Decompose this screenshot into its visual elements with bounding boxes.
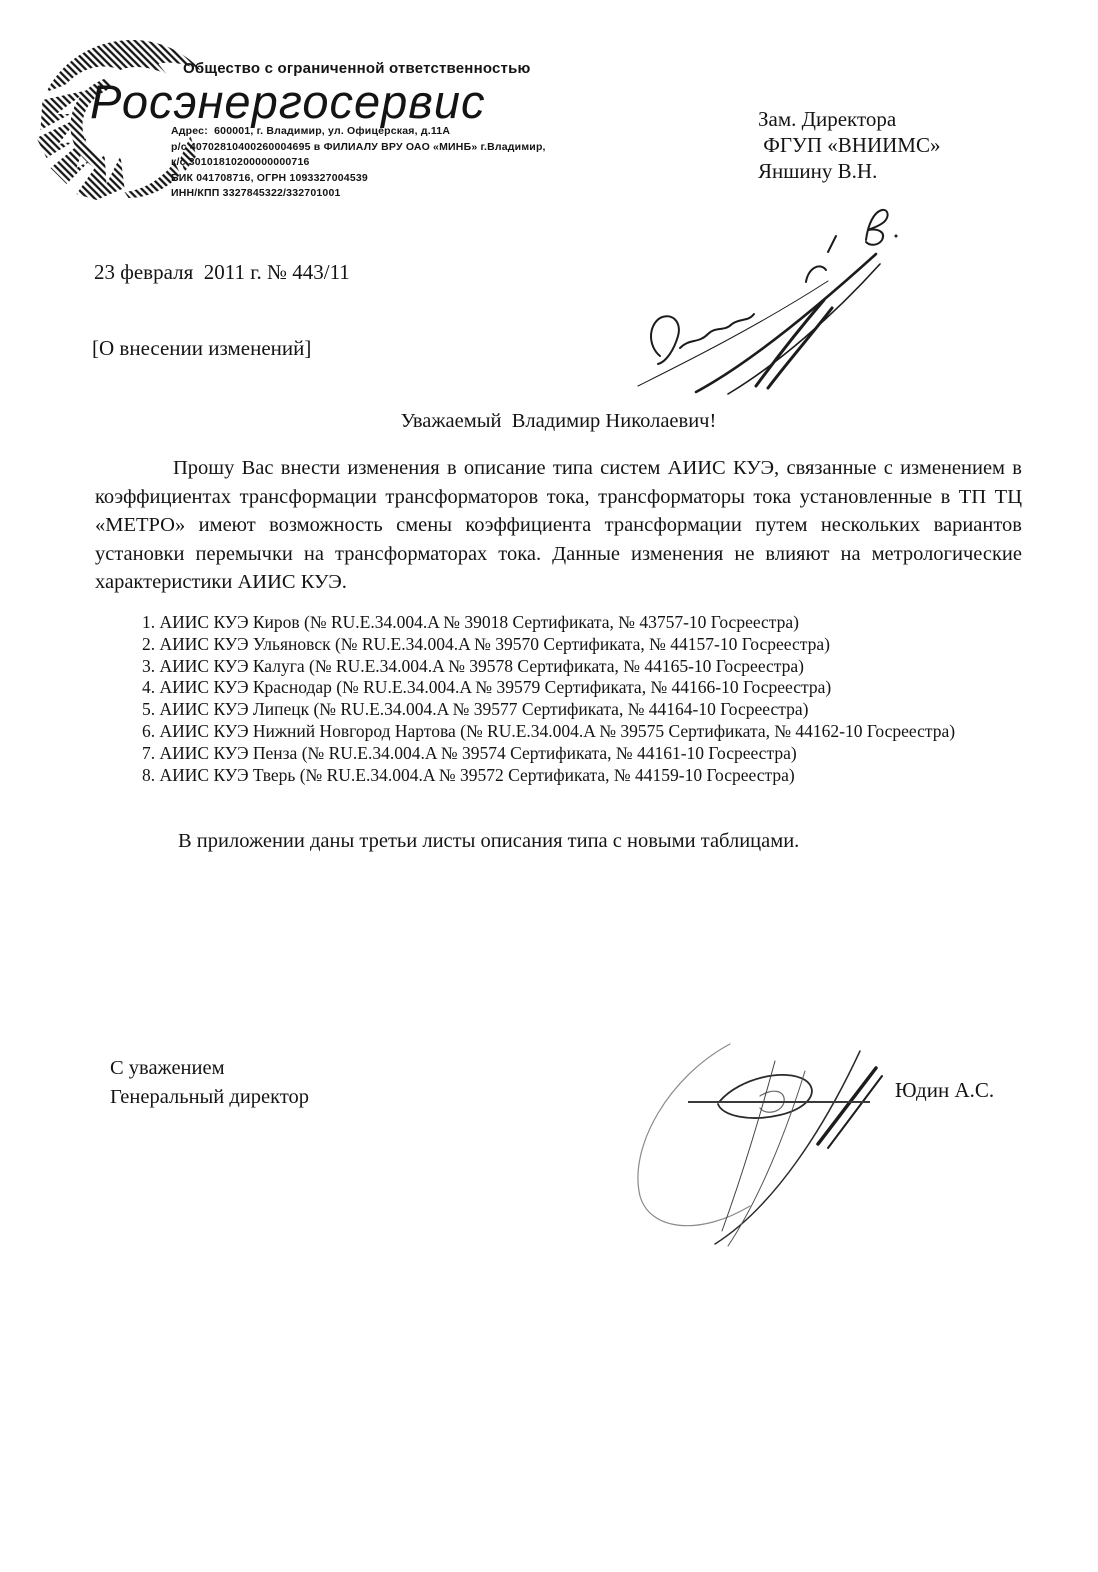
bank-account-line: р/с 40702810400260004695 в ФИЛИАЛУ ВРУ ОАО «МИНБ» г.Владимир, bbox=[171, 140, 546, 153]
company-name: Росэнергосервис bbox=[90, 75, 486, 128]
closing-regards: С уважением bbox=[110, 1057, 225, 1079]
signer-name: Юдин А.С. bbox=[895, 1078, 995, 1102]
attachment-note: В приложении даны третьи листы описания типа с новыми таблицами. bbox=[178, 830, 800, 852]
bik-ogrn-line: БИК 041708716, ОГРН 1093327004539 bbox=[171, 171, 368, 184]
subject-line: [О внесении изменений] bbox=[92, 336, 312, 360]
date-number-line: 23 февраля 2011 г. № 443/11 bbox=[94, 260, 350, 284]
corr-account-line: к/с 30101810200000000716 bbox=[171, 156, 310, 169]
address-line: Адрес: 600001, г. Владимир, ул. Офицерская, д.11А bbox=[171, 125, 451, 137]
recipient-organization: ФГУП «ВНИИМС» bbox=[758, 133, 941, 157]
signature-underline bbox=[688, 1101, 870, 1103]
list-item: 1. АИИС КУЭ Киров (№ RU.E.34.004.A № 39018 Сертификата, № 43757-10 Госреестра) bbox=[142, 612, 800, 632]
org-type-line: Общество с ограниченной ответственностью bbox=[183, 60, 531, 77]
systems-list bbox=[142, 612, 955, 786]
salutation: Уважаемый Владимир Николаевич! bbox=[400, 410, 717, 432]
closing-title: Генеральный директор bbox=[110, 1086, 310, 1108]
company-requisites bbox=[171, 124, 546, 202]
list-item: 7. АИИС КУЭ Пенза (№ RU.E.34.004.A № 39574 Сертификата, № 44161-10 Госреестра) bbox=[142, 742, 797, 763]
recipient-name: Яншину В.Н. bbox=[758, 159, 878, 183]
list-item: 6. АИИС КУЭ Нижний Новгород Нартова (№ RU.E.34.004.A № 39575 Сертификата, № 44162-10 Госреестра) bbox=[142, 720, 956, 741]
recipient-position: Зам. Директора bbox=[758, 107, 897, 131]
list-item: 8. АИИС КУЭ Тверь (№ RU.E.34.004.A № 39572 Сертификата, № 44159-10 Госреестра) bbox=[142, 764, 795, 785]
list-item: 2. АИИС КУЭ Ульяновск (№ RU.E.34.004.A № 39570 Сертификата, № 44157-10 Госреестра) bbox=[142, 633, 830, 654]
inn-kpp-line: ИНН/КПП 3327845322/332701001 bbox=[171, 187, 341, 200]
list-item: 4. АИИС КУЭ Краснодар (№ RU.E.34.004.A № 39579 Сертификата, № 44166-10 Госреестра) bbox=[142, 677, 832, 698]
recipient-block bbox=[758, 106, 940, 184]
handwritten-resolution bbox=[628, 196, 918, 396]
signature-scribble bbox=[610, 1016, 920, 1251]
list-item: 5. АИИС КУЭ Липецк (№ RU.E.34.004.A № 39577 Сертификата, № 44164-10 Госреестра) bbox=[142, 699, 809, 720]
closing-block bbox=[110, 1054, 309, 1112]
body-paragraph: Прошу Вас внести изменения в описание типа систем АИИС КУЭ, связанные с изменением в коэффициентах трансформации трансформаторов тока, трансформаторы тока установленные в ТП ТЦ «МЕТРО» имеют возможность смены коэффициента трансформации путем нескольких вариантов установки перемычки на трансформаторах тока. Данные изменения не влияют на метрологические характеристики АИИС КУЭ. bbox=[95, 457, 1022, 594]
list-item: 3. АИИС КУЭ Калуга (№ RU.E.34.004.A № 39578 Сертификата, № 44165-10 Госреестра) bbox=[142, 655, 805, 676]
